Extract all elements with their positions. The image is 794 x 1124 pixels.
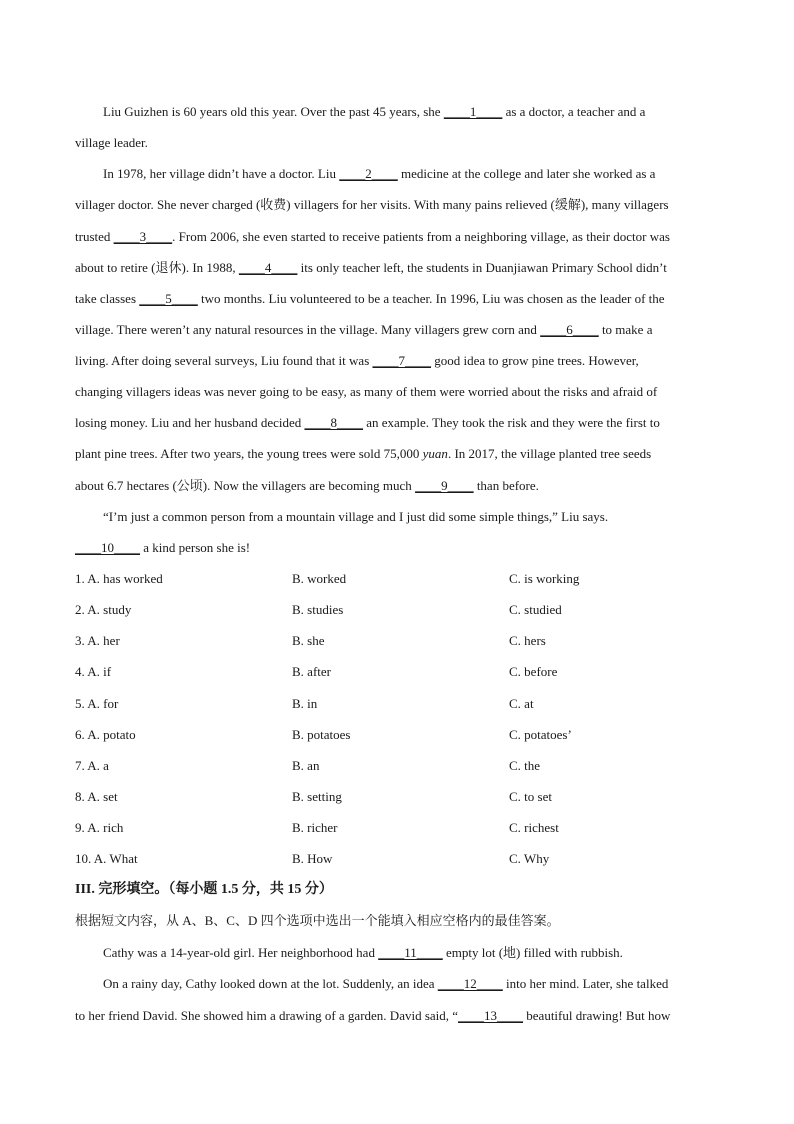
passage-line: village. There weren’t any natural resources in the village. Many villagers grew corn and ____6____ to make a (75, 322, 653, 337)
passage-line: living. After doing several surveys, Liu found that it was ____7____ good idea to grow pine trees. However, (75, 353, 639, 368)
option-a: 2. A. study (75, 602, 132, 617)
option-b: B. worked (292, 571, 347, 586)
option-c: C. before (509, 664, 558, 679)
option-a: 3. A. her (75, 633, 120, 648)
option-c: C. at (509, 696, 534, 711)
option-b: B. How (292, 851, 333, 866)
passage-line: plant pine trees. After two years, the young trees were sold 75,000 yuan. In 2017, the village planted tree seeds (75, 446, 652, 461)
passage-line: ____10____ a kind person she is! (75, 540, 251, 555)
option-b: B. potatoes (292, 727, 351, 742)
option-c: C. to set (509, 789, 552, 804)
section-3-instruction: 根据短文内容，从 A、B、C、D 四个选项中选出一个能填入相应空格内的最佳答案。 (75, 913, 560, 928)
option-b: B. studies (292, 602, 344, 617)
option-a: 4. A. if (75, 664, 112, 679)
passage-line: take classes ____5____ two months. Liu volunteered to be a teacher. In 1996, Liu was chosen as the leader of the (75, 291, 665, 306)
option-b: B. in (292, 696, 318, 711)
option-a: 5. A. for (75, 696, 119, 711)
option-c: C. potatoes’ (509, 727, 572, 742)
option-b: B. richer (292, 820, 338, 835)
passage-line: about to retire (退休). In 1988, ____4____ its only teacher left, the students in Duanjiawan Primary School didn’t (75, 260, 667, 275)
passage-line: In 1978, her village didn’t have a doctor. Liu ____2____ medicine at the college and later she worked as a (103, 166, 656, 181)
option-a: 6. A. potato (75, 727, 136, 742)
option-a: 7. A. a (75, 758, 109, 773)
currency-word: yuan (422, 446, 448, 461)
option-c: C. the (509, 758, 541, 773)
blank-3: ____3____ (113, 229, 173, 244)
section-3-title: III. 完形填空。（每小题 1.5 分，共 15 分） (75, 882, 333, 897)
blank-5: ____5____ (139, 291, 198, 306)
blank-10: ____10____ (75, 540, 140, 555)
passage-line: village leader. (75, 135, 148, 150)
blank-11: ____11____ (378, 945, 443, 960)
option-b: B. after (292, 664, 331, 679)
option-c: C. Why (509, 851, 550, 866)
option-b: B. she (292, 633, 325, 648)
passage-line: Liu Guizhen is 60 years old this year. Over the past 45 years, she ____1____ as a doctor, a teacher and a (103, 104, 646, 119)
passage-line: about 6.7 hectares (公顷). Now the villagers are becoming much ____9____ than before. (75, 478, 539, 493)
option-c: C. studied (509, 602, 562, 617)
passage-line: On a rainy day, Cathy looked down at the lot. Suddenly, an idea ____12____ into her mind. Later, she talked (103, 976, 669, 991)
option-c: C. hers (509, 633, 546, 648)
passage-line: losing money. Liu and her husband decided ____8____ an example. They took the risk and they were the first to (75, 415, 660, 430)
option-c: C. richest (509, 820, 559, 835)
blank-9: ____9____ (415, 478, 474, 493)
blank-8: ____8____ (304, 415, 363, 430)
blank-13: ____13____ (458, 1008, 524, 1023)
option-b: B. an (292, 758, 320, 773)
option-a: 1. A. has worked (75, 571, 163, 586)
passage-line: to her friend David. She showed him a drawing of a garden. David said, “____13____ beautiful drawing! But how (75, 1008, 671, 1023)
passage-line: “I’m just a common person from a mountain village and I just did some simple things,” Liu says. (103, 509, 609, 524)
passage-line: trusted ____3____. From 2006, she even started to receive patients from a neighboring village, as their doctor was (75, 229, 670, 244)
blank-1: ____1____ (443, 104, 503, 119)
blank-7: ____7____ (372, 353, 432, 368)
option-a: 8. A. set (75, 789, 118, 804)
blank-12: ____12____ (437, 976, 503, 991)
blank-4: ____4____ (238, 260, 298, 275)
blank-6: ____6____ (540, 322, 599, 337)
blank-2: ____2____ (339, 166, 398, 181)
passage-line: Cathy was a 14-year-old girl. Her neighborhood had ____11____ empty lot (地) filled with rubbish. (103, 945, 623, 960)
option-a: 9. A. rich (75, 820, 124, 835)
passage-line: changing villagers ideas was never going to be easy, as many of them were worried about the risks and afraid of (75, 384, 658, 399)
option-c: C. is working (509, 571, 580, 586)
option-a: 10. A. What (75, 851, 138, 866)
passage-line: villager doctor. She never charged (收费) villagers for her visits. With many pains relieved (缓解), many villagers (75, 197, 669, 212)
option-b: B. setting (292, 789, 342, 804)
